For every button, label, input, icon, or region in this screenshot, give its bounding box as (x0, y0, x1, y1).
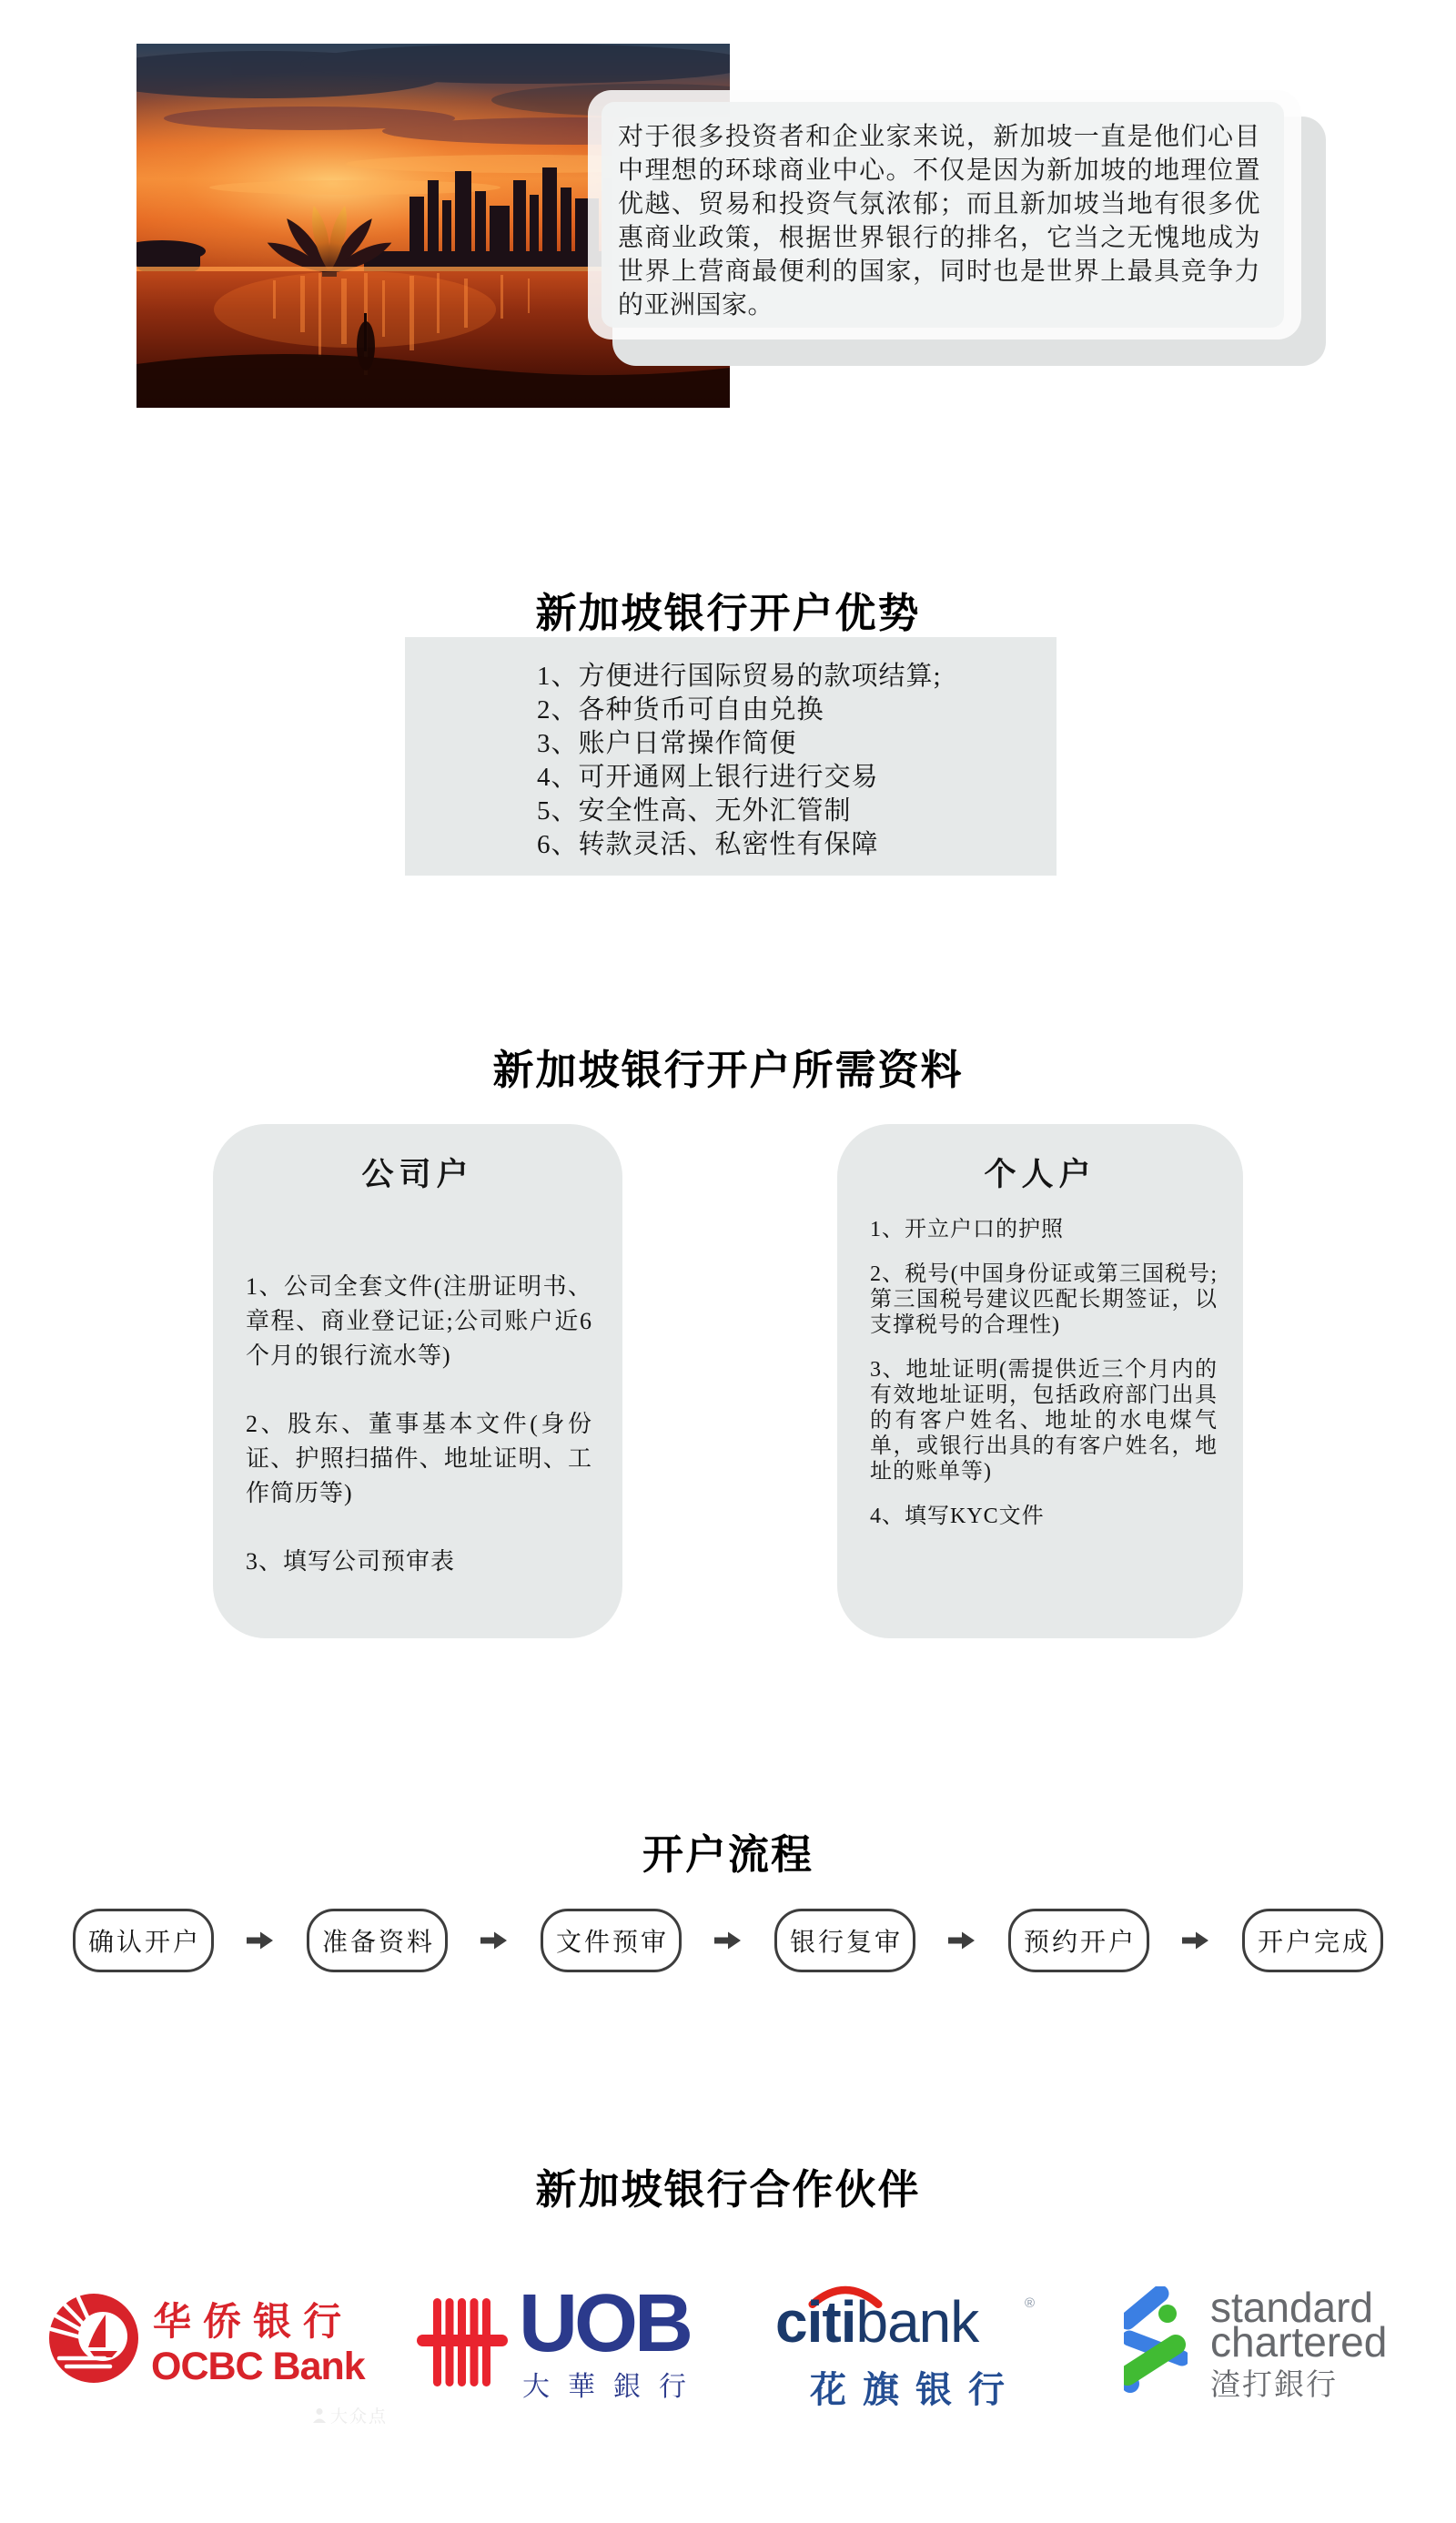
citi-bold-text: citi (775, 2289, 856, 2355)
ocbc-emblem-icon (48, 2291, 139, 2386)
advantages-box (405, 637, 1057, 876)
flow-arrow-icon (1182, 1930, 1209, 1951)
company-card-body (246, 1270, 592, 1579)
flow-arrow-icon (948, 1930, 976, 1951)
flow-step-prepare: 准备资料 (307, 1909, 448, 1972)
advantage-item: 3、账户日常操作简便 (537, 729, 797, 758)
intro-text-panel (602, 102, 1284, 328)
partners-title: 新加坡银行合作伙伴 (535, 2167, 921, 2214)
bank-light-text: bank (855, 2289, 979, 2355)
flow-step-preliminary-review: 文件预审 (541, 1909, 682, 1972)
sc-word-standard: standard (1210, 2284, 1374, 2331)
uob-logo (417, 2275, 708, 2430)
requirements-title: 新加坡银行开户所需资料 (492, 1048, 964, 1094)
standard-chartered-chinese-name: 渣打銀行 (1210, 2367, 1338, 2401)
uob-emblem-icon (417, 2298, 508, 2386)
registered-trademark-icon: ® (1025, 2295, 1036, 2311)
citibank-logo (775, 2275, 1048, 2430)
advantages-title: 新加坡银行开户优势 (535, 591, 921, 637)
intro-text-box (588, 90, 1301, 339)
intro-paragraph: 对于很多投资者和企业家来说，新加坡一直是他们心目中理想的环球商业中心。不仅是因为新加坡的地理位置优越、贸易和投资气氛浓郁；而且新加坡当地有很多优惠商业政策，根据世界银行的排名，它当之无愧地成为世界上营商最便利的国家，同时也是世界上最具竞争力的亚洲国家。 (618, 123, 1260, 319)
uob-english-name: UOB (519, 2278, 690, 2369)
citibank-english-name (775, 2289, 979, 2355)
personal-requirement-item: 2、税号(中国身份证或第三国税号;第三国税号建议匹配长期签证，以支撑税号的合理性) (870, 1262, 1218, 1337)
flow-arrow-icon (714, 1930, 742, 1951)
advantage-item: 2、各种货币可自由兑换 (537, 695, 824, 724)
standard-chartered-trustmark-icon (1124, 2286, 1188, 2394)
flow-step-appointment: 预约开户 (1008, 1909, 1149, 1972)
company-requirement-item: 1、公司全套文件(注册证明书、章程、商业登记证;公司账户近6个月的银行流水等) (246, 1273, 592, 1369)
ocbc-english-name: OCBC Bank (151, 2345, 365, 2388)
flow-arrow-icon (247, 1930, 274, 1951)
advantage-item: 5、安全性高、无外汇管制 (537, 796, 852, 826)
citibank-chinese-name: 花旗银行 (810, 2369, 1021, 2410)
watermark-text: 大众点 (330, 2407, 389, 2427)
advantages-list (537, 660, 942, 862)
standard-chartered-english-name (1210, 2284, 1388, 2366)
sc-word-chartered: chartered (1210, 2318, 1388, 2366)
flow-arrow-icon (480, 1930, 508, 1951)
company-account-card (213, 1124, 622, 1638)
personal-requirement-item: 1、开立户口的护照 (870, 1218, 1064, 1241)
company-requirement-item: 2、股东、董事基本文件(身份证、护照扫描件、地址证明、工作简历等) (246, 1411, 592, 1506)
flow-step-bank-review: 银行复审 (774, 1909, 915, 1972)
advantage-item: 1、方便进行国际贸易的款项结算; (537, 662, 942, 691)
ocbc-chinese-name: 华侨银行 (153, 2302, 354, 2344)
advantage-item: 6、转款灵活、私密性有保障 (537, 830, 879, 859)
personal-requirement-item: 4、填写KYC文件 (870, 1505, 1045, 1528)
company-card-title: 公司户 (361, 1157, 474, 1192)
standard-chartered-logo (1117, 2275, 1408, 2430)
flow-step-confirm: 确认开户 (73, 1909, 214, 1972)
uob-chinese-name: 大華銀行 (522, 2372, 704, 2402)
personal-card-title: 个人户 (984, 1157, 1097, 1192)
dianping-watermark-icon (312, 2407, 327, 2424)
advantage-item: 4、可开通网上银行进行交易 (537, 763, 879, 792)
personal-card-body (870, 1217, 1218, 1529)
flow-step-complete: 开户完成 (1242, 1909, 1383, 1972)
personal-account-card (837, 1124, 1243, 1638)
personal-requirement-item: 3、地址证明(需提供近三个月内的有效地址证明，包括政府部门出具的有客户姓名、地址的水电煤气单，或银行出具的有客户姓名，地址的账单等) (870, 1358, 1218, 1484)
process-title: 开户流程 (642, 1832, 814, 1879)
process-flow (0, 1909, 1456, 1972)
company-requirement-item: 3、填写公司预审表 (246, 1548, 456, 1575)
dianping-watermark (312, 2403, 388, 2427)
